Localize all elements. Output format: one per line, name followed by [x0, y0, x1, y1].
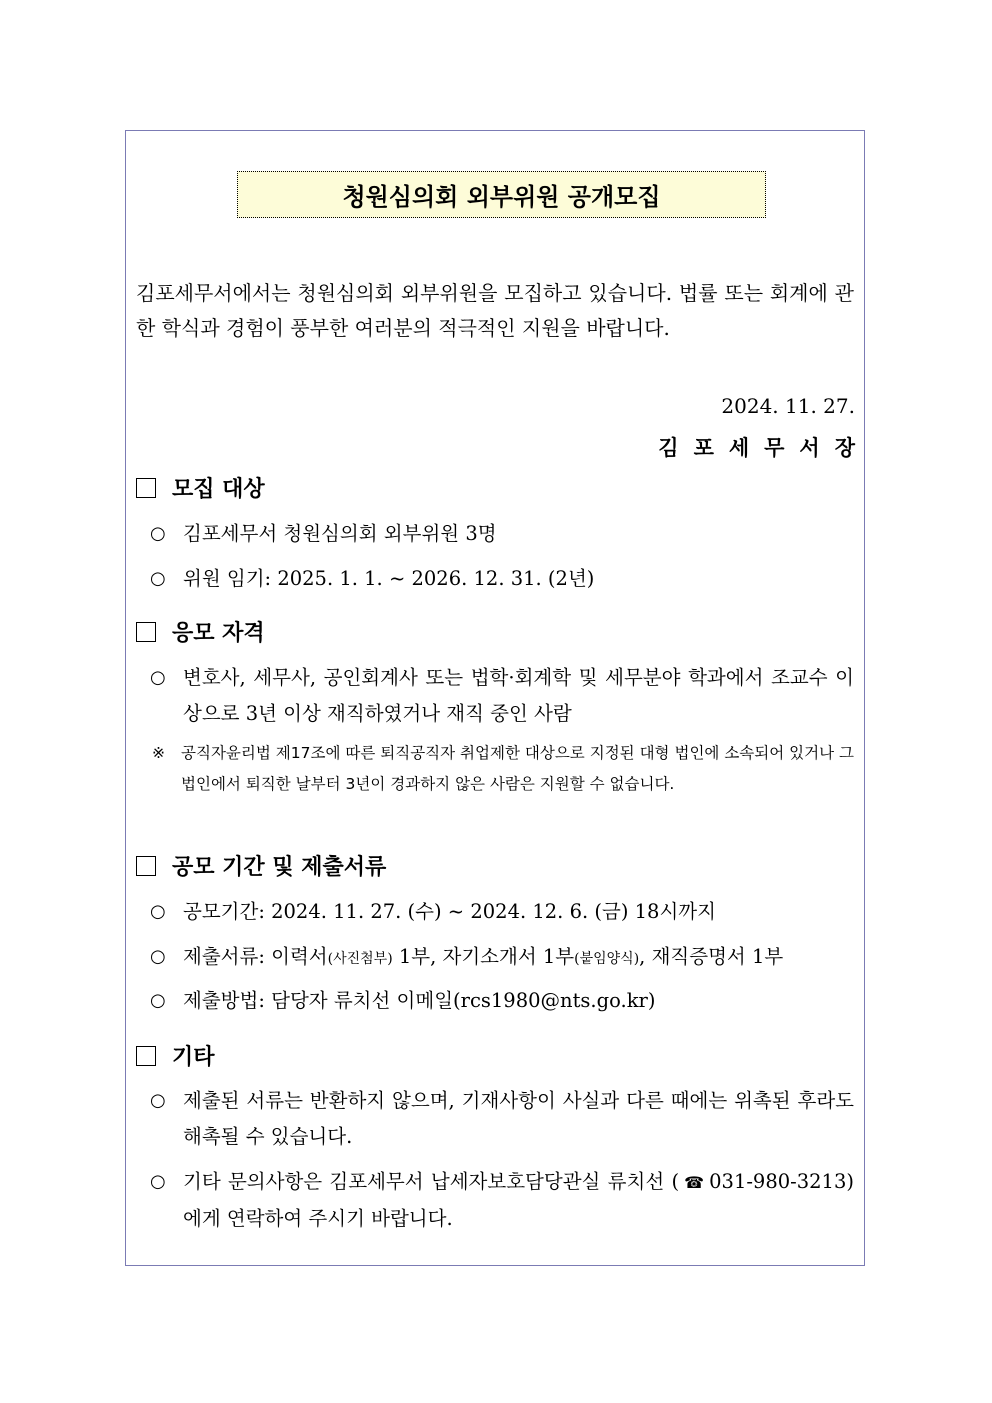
- docs-text-b: (사진첨부): [327, 951, 393, 967]
- list-item: [150, 939, 854, 977]
- square-box-icon: [136, 478, 156, 498]
- section-heading-text: 기타: [172, 1044, 215, 1070]
- circle-bullet-icon: ○: [150, 946, 166, 967]
- docs-text-a: 제출서류: 이력서: [183, 945, 328, 968]
- circle-bullet-icon: ○: [150, 990, 166, 1011]
- contact-text-a: 기타 문의사항은 김포세무서 납세자보호담당관실 류치선 (: [183, 1170, 680, 1193]
- list-item-text: 김포세무서 청원심의회 외부위원 3명: [183, 522, 497, 545]
- qualification-note: [150, 738, 854, 800]
- list-item: [150, 1164, 854, 1237]
- list-item: [150, 561, 854, 597]
- square-box-icon: [136, 1046, 156, 1066]
- list-item: [150, 894, 854, 930]
- list-item-text: 제출된 서류는 반환하지 않으며, 기재사항이 사실과 다른 때에는 위촉된 후라도 해촉될 수 있습니다.: [183, 1089, 854, 1148]
- list-item-text: 위원 임기: 2025. 1. 1. ~ 2026. 12. 31. (2년): [183, 567, 595, 590]
- square-box-icon: [136, 856, 156, 876]
- list-item-text: 공모기간: 2024. 11. 27. (수) ~ 2024. 12. 6. (금) 18시까지: [183, 900, 716, 923]
- section-heading-qualification: [136, 616, 265, 647]
- section-heading-period: [136, 850, 386, 881]
- list-item-text: 변호사, 세무사, 공인회계사 또는 법학·회계학 및 세무분야 학과에서 조교수 이상으로 3년 이상 재직하였거나 재직 중인 사람: [183, 666, 854, 725]
- circle-bullet-icon: ○: [150, 1090, 166, 1111]
- section-heading-text: 응모 자격: [172, 620, 265, 646]
- section-heading-text: 모집 대상: [172, 476, 265, 502]
- list-item: [150, 1083, 854, 1155]
- circle-bullet-icon: ○: [150, 667, 166, 688]
- contact-text-b: 031-980-3213)에게 연락하여 주시기 바랍니다.: [183, 1170, 854, 1230]
- section-heading-recruit: [136, 472, 265, 503]
- circle-bullet-icon: ○: [150, 523, 166, 544]
- circle-bullet-icon: ○: [150, 1171, 166, 1192]
- list-item: [150, 516, 854, 552]
- list-item: [150, 983, 854, 1019]
- reference-mark-icon: ※: [152, 744, 165, 762]
- section-heading-etc: [136, 1040, 215, 1071]
- section-heading-text: 공모 기간 및 제출서류: [172, 854, 387, 880]
- signature: 김포세무서장: [658, 435, 870, 460]
- circle-bullet-icon: ○: [150, 901, 166, 922]
- notice-date: 2024. 11. 27.: [721, 394, 855, 418]
- docs-text-d: (붙임양식): [574, 951, 640, 967]
- list-item-text: 제출방법: 담당자 류치선 이메일(rcs1980@nts.go.kr): [183, 989, 656, 1012]
- list-item-text: [183, 1164, 854, 1237]
- docs-text-c: 1부, 자기소개서 1부: [392, 945, 575, 968]
- note-text: 공직자윤리법 제17조에 따른 퇴직공직자 취업제한 대상으로 지정된 대형 법인에 소속되어 있거나 그 법인에서 퇴직한 날부터 3년이 경과하지 않은 사람은 지원할 수 없습니다.: [181, 744, 854, 793]
- square-box-icon: [136, 622, 156, 642]
- list-item-text: [183, 939, 854, 977]
- list-item: [150, 660, 854, 732]
- docs-text-e: , 재직증명서 1부: [639, 945, 784, 968]
- intro-paragraph: 김포세무서에서는 청원심의회 외부위원을 모집하고 있습니다. 법률 또는 회계에 관한 학식과 경험이 풍부한 여러분의 적극적인 지원을 바랍니다.: [136, 281, 854, 340]
- circle-bullet-icon: ○: [150, 568, 166, 589]
- notice-title: 청원심의회 외부위원 공개모집: [237, 171, 766, 218]
- phone-icon: ☎: [683, 1173, 706, 1192]
